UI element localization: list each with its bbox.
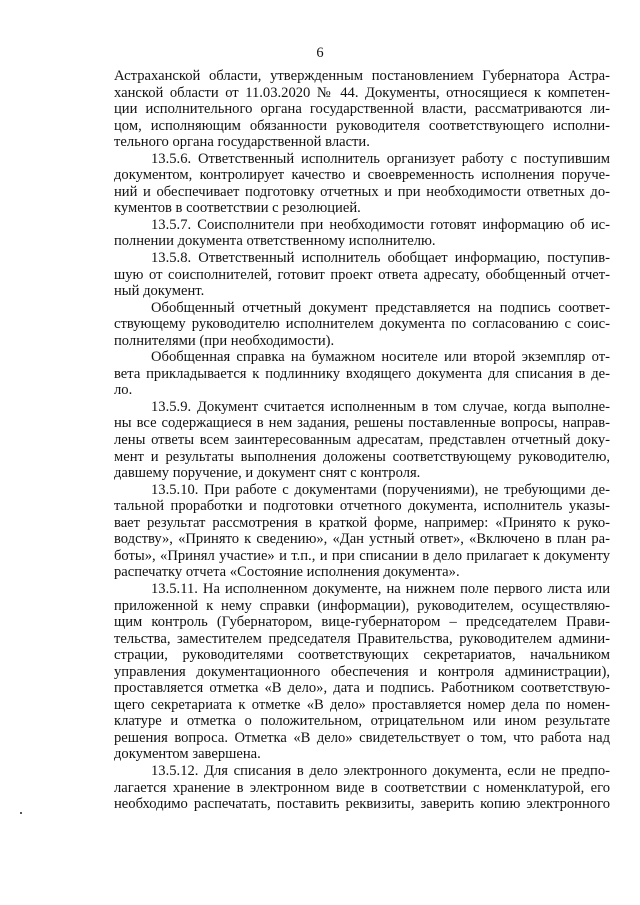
text-line: 13.5.9. Документ считается исполненным в том случае, когда выполне-	[151, 398, 610, 415]
text-line: щего секретариата к отметке «В дело» проставляется номер дела по номен-	[114, 696, 610, 713]
paragraph	[114, 581, 610, 763]
text-line: документом, контролирует качество и своевременность исполнения поруче-	[114, 167, 610, 184]
text-line: ный документ.	[114, 283, 205, 300]
paragraph	[114, 217, 610, 250]
text-line: страции, руководителями соответствующих секретариатов, начальником	[114, 647, 610, 664]
text-line: кументов в соответствии с резолюцией.	[114, 200, 361, 217]
paragraph	[114, 68, 610, 151]
paragraph	[114, 763, 610, 813]
text-line: Обобщенный отчетный документ представляется на подпись соответ-	[151, 299, 610, 316]
text-line: щим контроль (Губернатором, вице-губернатором – председателем Прави-	[114, 614, 610, 631]
text-line: Обобщенная справка на бумажном носителе или второй экземпляр от-	[151, 349, 610, 366]
text-line: решения вопроса. Отметка «В дело» свидетельствует о том, что работа над	[114, 729, 610, 746]
text-line: тальной проработки и подготовки отчетного документа, исполнитель указы-	[114, 498, 610, 515]
text-line: приложенной к нему справки (информации), руководителем, осуществляю-	[114, 597, 610, 614]
text-line: полнении документа ответственному исполнителю.	[114, 233, 436, 250]
text-line: шую от соисполнителей, готовит проект ответа адресату, обобщенный отчет-	[114, 266, 610, 283]
text-line: полнителями (при необходимости).	[114, 332, 335, 349]
text-line: ны все содержащиеся в нем задания, решены поставленные вопросы, направ-	[114, 415, 610, 432]
text-line: клатуре и отметка о положительном, отрицательном или ином результате	[114, 713, 610, 730]
text-line: управления документационного обеспечения и контроля администрации),	[114, 663, 610, 680]
text-line: тельного органа государственной власти.	[114, 134, 370, 151]
text-line: 13.5.12. Для списания в дело электронного документа, если не предпо-	[151, 762, 610, 779]
document-body	[114, 68, 610, 813]
text-line: 13.5.8. Ответственный исполнитель обобщает информацию, поступив-	[151, 250, 610, 267]
text-line: 13.5.6. Ответственный исполнитель организует работу с поступившим	[151, 150, 610, 167]
text-line: Астраханской области, утвержденным постановлением Губернатора Астра-	[114, 68, 610, 84]
text-line: водству», «Принято к сведению», «Дан устный ответ», «Включено в план ра-	[114, 531, 610, 548]
text-line: ции исполнительного органа государственной власти, рассматриваются ли-	[114, 101, 610, 118]
text-line: 13.5.7. Соисполнители при необходимости готовят информацию об ис-	[151, 216, 610, 233]
paragraph	[114, 349, 610, 399]
text-line: ханской области от 11.03.2020 № 44. Документы, относящиеся к компетен-	[114, 84, 610, 101]
text-line: вает результат рассмотрения в краткой форме, например: «Принято к руко-	[114, 514, 610, 531]
paragraph	[114, 482, 610, 581]
text-line: вета прикладывается к подлиннику входящего документа для списания в де-	[114, 365, 610, 382]
text-line: 13.5.11. На исполненном документе, на нижнем поле первого листа или	[151, 580, 610, 597]
text-line: документом завершена.	[114, 746, 261, 763]
text-line: ствующему руководителю исполнителем документа по согласованию с соис-	[114, 316, 610, 333]
text-line: тельства, заместителем председателя Правительства, руководителем админи-	[114, 630, 610, 647]
text-line: цом, исполняющим обязанности руководителя соответствующего исполни-	[114, 117, 610, 134]
text-line: 13.5.10. При работе с документами (поручениями), не требующими де-	[151, 481, 610, 498]
text-line: ло.	[114, 382, 133, 399]
text-line: мент и результаты выполнения доложены соответствующему руководителю,	[114, 448, 610, 465]
page-number: 6	[316, 45, 324, 61]
text-line: распечатку отчета «Состояние исполнения документа».	[114, 564, 460, 581]
paragraph	[114, 399, 610, 482]
paragraph	[114, 151, 610, 217]
text-line: необходимо распечатать, поставить реквизиты, заверить копию электронного	[114, 796, 610, 813]
paragraph	[114, 300, 610, 350]
text-line: ний и обеспечивает подготовку отчетных и при необходимости ответных до-	[114, 183, 610, 200]
scan-speck	[20, 812, 22, 814]
text-line: лены ответы всем заинтересованным адресатам, представлен отчетный доку-	[114, 432, 610, 449]
text-line: боты», «Принял участие» и т.п., и при списании в дело прилагает к документу	[114, 547, 610, 564]
text-line: проставляется отметка «В дело», дата и подпись. Работником соответствую-	[114, 680, 610, 697]
paragraph	[114, 250, 610, 300]
text-line: давшему поручение, и документ снят с контроля.	[114, 465, 421, 482]
text-line: лагается хранение в электронном виде в соответствии с номенклатурой, его	[114, 779, 610, 796]
